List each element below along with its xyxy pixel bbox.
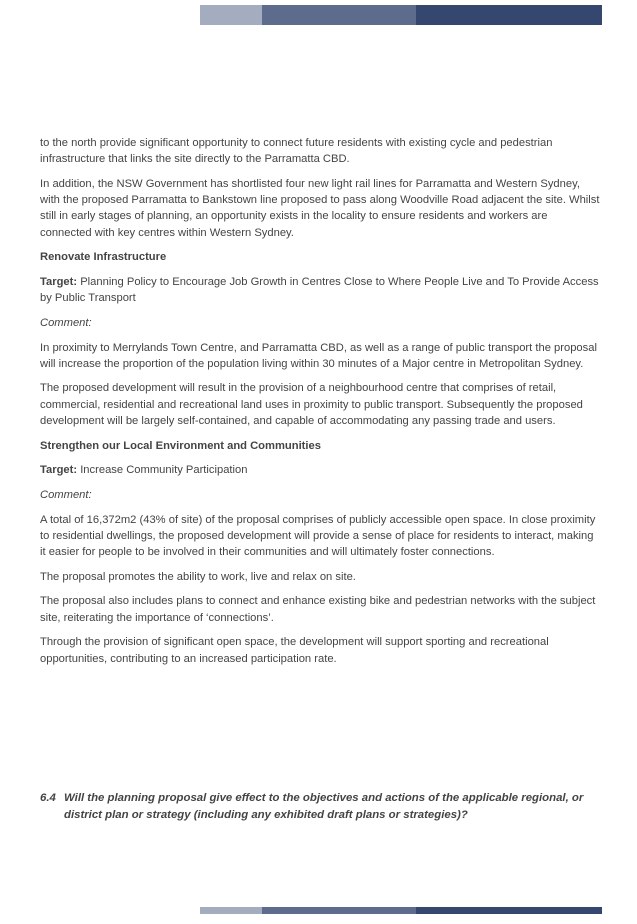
comment-label: Comment: [40,488,92,501]
header-bar-segment-mid [262,5,416,25]
header-decorative-bar [200,5,602,25]
footer-bar-segment-dark [416,907,602,914]
header-bar-segment-light [200,5,262,25]
section-question-6-4 [40,790,605,823]
target-line-1 [40,274,602,306]
question-number: 6.4 [40,792,56,804]
paragraph-bike-networks: The proposal also includes plans to connect and enhance existing bike and pedestrian networks with the subject site, reiterating the importance of ‘connections’. [40,595,596,624]
target-label: Target: [40,275,78,288]
paragraph-neighbourhood-centre: The proposed development will result in the provision of a neighbourhood centre that comprises of retail, commercial, residential and recreational land uses in proximity to public transport. Subsequently the proposed development will be largely self-contained, and capable of accommodating any passing trade and users. [40,382,583,427]
target-text: Increase Community Participation [77,464,248,477]
comment-label: Comment: [40,316,92,329]
heading-renovate-infrastructure: Renovate Infrastructure [40,251,167,264]
paragraph-proximity: In proximity to Merrylands Town Centre, and Parramatta CBD, as well as a range of public transport the proposal will increase the proportion of the population living within 30 minutes of a Major centre in Metropolitan Sydney. [40,341,597,370]
header-bar-segment-dark [416,5,602,25]
footer-bar-segment-mid [262,907,416,914]
footer-decorative-bar [200,907,602,914]
target-text: Planning Policy to Encourage Job Growth in Centres Close to Where People Live and To Provide Access by Public Transport [40,275,599,305]
question-text: Will the planning proposal give effect to the objectives and actions of the applicable regional, or district plan or strategy (including any exhibited draft plans or strategies)? [64,792,584,821]
target-line-2 [40,462,602,478]
paragraph-open-space: A total of 16,372m2 (43% of site) of the proposal comprises of publicly accessible open space. In close proximity to residential dwellings, the proposed development will provide a sense of place for residents to interact, making it easier for people to be involved in their communities and will ultimately foster connections. [40,513,596,559]
document-body [40,135,602,675]
paragraph-work-live-relax: The proposal promotes the ability to work, live and relax on site. [40,570,356,583]
paragraph-light-rail: In addition, the NSW Government has shortlisted four new light rail lines for Parramatta and Western Sydney, with the proposed Parramatta to Bankstown line proposed to pass along Woodville Road adjacent the site. Whilst still in early stages of planning, an opportunity exists in the locality to ensure residents and workers are connected with key centres within Western Sydney. [40,177,600,239]
footer-bar-segment-light [200,907,262,914]
heading-local-environment: Strengthen our Local Environment and Communities [40,439,321,452]
paragraph-sporting-opportunities: Through the provision of significant open space, the development will support sporting and recreational opportunities, contributing to an increased participation rate. [40,636,549,665]
paragraph-cycle-infrastructure: to the north provide significant opportunity to connect future residents with existing cycle and pedestrian infrastructure that links the site directly to the Parramatta CBD. [40,137,553,166]
target-label: Target: [40,464,78,477]
